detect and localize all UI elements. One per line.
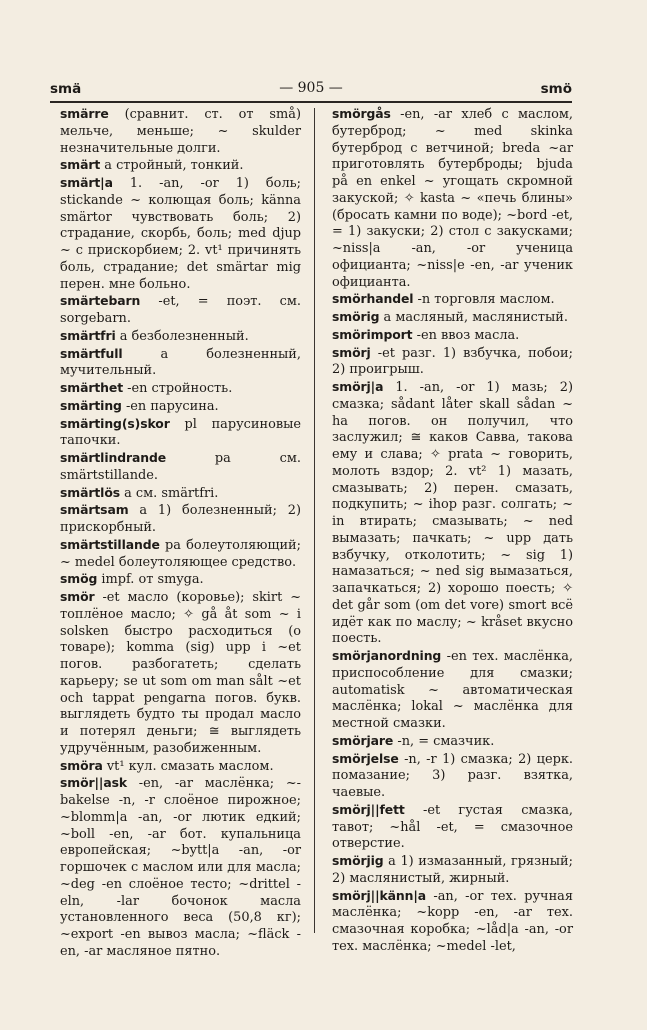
dictionary-entry xyxy=(50,293,301,328)
entry-headword: smörjare xyxy=(332,732,394,748)
entry-definition: a см. smärtfri. xyxy=(124,485,219,501)
dictionary-entry xyxy=(322,106,573,291)
dictionary-entry xyxy=(50,328,301,346)
entry-headword: smörhandel xyxy=(332,291,414,307)
entry-definition: -an, -or тех. ручная маслёнка; ~kopp -en, -ar тех. смазочная коробка; ~låd|a -an, -or тех. маслёнка; ~medel -let, xyxy=(332,888,573,954)
dictionary-entry xyxy=(50,758,301,776)
entry-definition: pa см. smärtstillande. xyxy=(60,451,301,483)
dictionary-entry xyxy=(322,853,573,888)
entry-definition: -et разг. 1) взбучка, побои; 2) проигрыш. xyxy=(332,345,573,378)
entry-headword: smörj xyxy=(332,344,371,360)
entry-definition: -en, -ar хлеб с маслом, бутерброд; ~ med skinka бутерброд с ветчиной; breda ~ar приготовлять бутерброды; bjuda på en enkel ~ угощать скромной закуской; ✧ kasta ~ «печь блины» (бросать камни по воде); ~bord -et, = 1) закуски; 2) стол с закусками; ~niss|a -an, -or ученица официанта; ~niss|e -en, -ar ученик официанта. xyxy=(332,107,573,290)
entry-headword: smör||ask xyxy=(60,775,128,791)
entry-definition: -en парусина. xyxy=(125,398,219,414)
dictionary-entry xyxy=(322,379,573,648)
entry-headword: smärtsam xyxy=(60,502,129,518)
entry-headword: smörjig xyxy=(332,853,384,868)
entry-definition: pl парусиновые тапочки. xyxy=(60,416,301,449)
left-column xyxy=(50,106,301,961)
dictionary-entry xyxy=(50,157,301,175)
dictionary-entry xyxy=(322,291,573,309)
entry-headword: smärtlös xyxy=(60,484,121,500)
entry-headword: smöra xyxy=(60,757,103,773)
dictionary-entry xyxy=(322,309,573,327)
entry-definition: -en стройность. xyxy=(127,381,233,396)
dictionary-entry xyxy=(322,802,573,853)
entry-definition: a масляный, маслянистый. xyxy=(383,310,568,325)
entry-definition: -et масло (коровье); skirt ~ топлёное масло; ✧ gå åt som ~ i solsken быстро расходиться (о товаре); komma (sig) upp i ~et погов. разбогатеть; сделать карьеру; se ut som om man sålt ~et och tappat pengarna погов. букв. выглядеть будто ты продал масло и потерял деньги; ≅ выглядеть удручённым, разобиженным. xyxy=(60,590,301,756)
dictionary-entry xyxy=(322,751,573,802)
entry-definition: impf. от smyga. xyxy=(101,572,204,588)
entry-headword: smör xyxy=(60,589,95,604)
entry-headword: smärtstillande xyxy=(60,536,160,552)
entry-definition: a стройный, тонкий. xyxy=(104,158,244,174)
entry-headword: smög xyxy=(60,571,98,587)
dictionary-entry xyxy=(50,398,301,416)
entry-definition: vt¹ кул. смазать маслом. xyxy=(106,758,274,774)
dictionary-entry xyxy=(322,733,573,751)
entry-headword: smörj||fett xyxy=(332,801,405,817)
entry-headword: smörgås xyxy=(332,106,391,121)
entry-definition: -n, = смазчик. xyxy=(397,733,495,749)
column-divider xyxy=(314,108,315,933)
dictionary-entry xyxy=(322,888,573,956)
dictionary-entry xyxy=(322,345,573,380)
dictionary-entry xyxy=(50,450,301,485)
entry-definition: -n торговля маслом. xyxy=(417,292,555,308)
entry-headword: smörig xyxy=(332,309,380,324)
dictionary-entry xyxy=(322,327,573,345)
entry-definition: -en тех. маслёнка, приспособление для смазки; automatisk ~ автоматическая маслёнка; lokal ~ маслёнка для местной смазки. xyxy=(332,649,573,731)
entry-headword: smörjelse xyxy=(332,750,399,766)
header-first-word: smä xyxy=(50,81,82,97)
entry-headword: smärting(s)skor xyxy=(60,415,170,431)
entry-headword: smärtebarn xyxy=(60,293,141,309)
header-last-word: smö xyxy=(540,81,572,97)
header-rule xyxy=(50,101,572,103)
entry-headword: smärt xyxy=(60,157,101,173)
entry-headword: smärre xyxy=(60,106,109,121)
entry-headword: smärthet xyxy=(60,380,124,395)
entry-definition: a 1) болезненный; 2) прискорбный. xyxy=(60,503,301,535)
right-column xyxy=(322,106,573,956)
entry-headword: smärting xyxy=(60,397,122,413)
dictionary-entry xyxy=(50,380,301,398)
dictionary-entry xyxy=(50,537,301,572)
entry-definition: -en, -ar маслёнка; ~-bakelse -n, -r слоёное пирожное; ~blomm|a -an, -or лютик едкий; ~boll -en, -ar бот. купальница европейская; ~bytt|a -an, -or горшочек с маслом или для масла; ~deg -en слоёное тесто; ~drittel -eln, -lar бочонок масла установленного веса (50,8 кг); ~export -en вывоз масла; ~fläck -en, -ar масляное пятно. xyxy=(60,776,301,959)
entry-definition: a 1) измазанный, грязный; 2) маслянистый, жирный. xyxy=(332,854,573,886)
entry-definition: (сравнит. ст. от små) мельче, меньше; ~ skulder незначительные долги. xyxy=(60,107,301,156)
entry-definition: a болезненный, мучительный. xyxy=(60,346,301,379)
dictionary-entry xyxy=(50,502,301,537)
entry-headword: smörj||känn|a xyxy=(332,887,427,903)
dictionary-entry xyxy=(50,175,301,293)
page-header xyxy=(50,78,572,100)
entry-definition: -et густая смазка, тавот; ~hål -et, = смазочное отверстие. xyxy=(332,802,573,852)
dictionary-entry xyxy=(50,485,301,503)
entry-headword: smärtlindrande xyxy=(60,450,167,465)
dictionary-entry xyxy=(50,416,301,451)
entry-definition: -en ввоз масла. xyxy=(416,327,520,343)
entry-headword: smörimport xyxy=(332,326,413,342)
entry-headword: smärt|a xyxy=(60,175,113,190)
entry-definition: -n, -r 1) смазка; 2) церк. помазание; 3) разг. взятка, чаевые. xyxy=(332,751,573,800)
dictionary-entry xyxy=(50,589,301,758)
dictionary-entry xyxy=(50,571,301,589)
entry-headword: smärtfri xyxy=(60,327,116,343)
dictionary-entry xyxy=(50,106,301,157)
entry-headword: smärtfull xyxy=(60,345,123,361)
dictionary-entry xyxy=(50,346,301,381)
entry-definition: a безболезненный. xyxy=(119,328,249,344)
dictionary-entry xyxy=(50,775,301,960)
page-number: — 905 — xyxy=(279,80,343,96)
dictionary-entry xyxy=(322,648,573,733)
entry-headword: smörj|a xyxy=(332,379,384,394)
entry-definition: 1. -an, -or 1) боль; stickande ~ колющая боль; känna smärtor чувствовать боль; 2) страдание, скорбь, боль; med djup ~ с прискорбием; 2. vt¹ причинять боль, страдание; det smärtar mig перен. мне больно. xyxy=(60,176,301,292)
entry-definition: -et, = поэт. см. sorgebarn. xyxy=(60,294,301,326)
entry-definition: 1. -an, -or 1) мазь; 2) смазка; sådant låter skall sådan ~ ha погов. он получил, что заслужил; ≅ каков Савва, такова ему и слава; ✧ prata ~ говорить, молоть вздор; 2. vt² 1) мазать, смазывать; 2) перен. смазать, подкупить; ~ ihop разг. солгать; ~ in втирать; смазывать; ~ ned вымазать; пачкать; ~ upp дать взбучку, отколотить; ~ sig 1) намазаться; ~ ned sig вымазаться, запачкаться; 2) хорошо поесть; ✧ det går som (om det vore) smort всё идёт как по маслу; ~ kråset вкусно поесть. xyxy=(332,380,573,647)
entry-headword: smörjanordning xyxy=(332,648,442,663)
entry-definition: pa болеутоляющий; ~ medel болеутоляющее средство. xyxy=(60,537,301,570)
